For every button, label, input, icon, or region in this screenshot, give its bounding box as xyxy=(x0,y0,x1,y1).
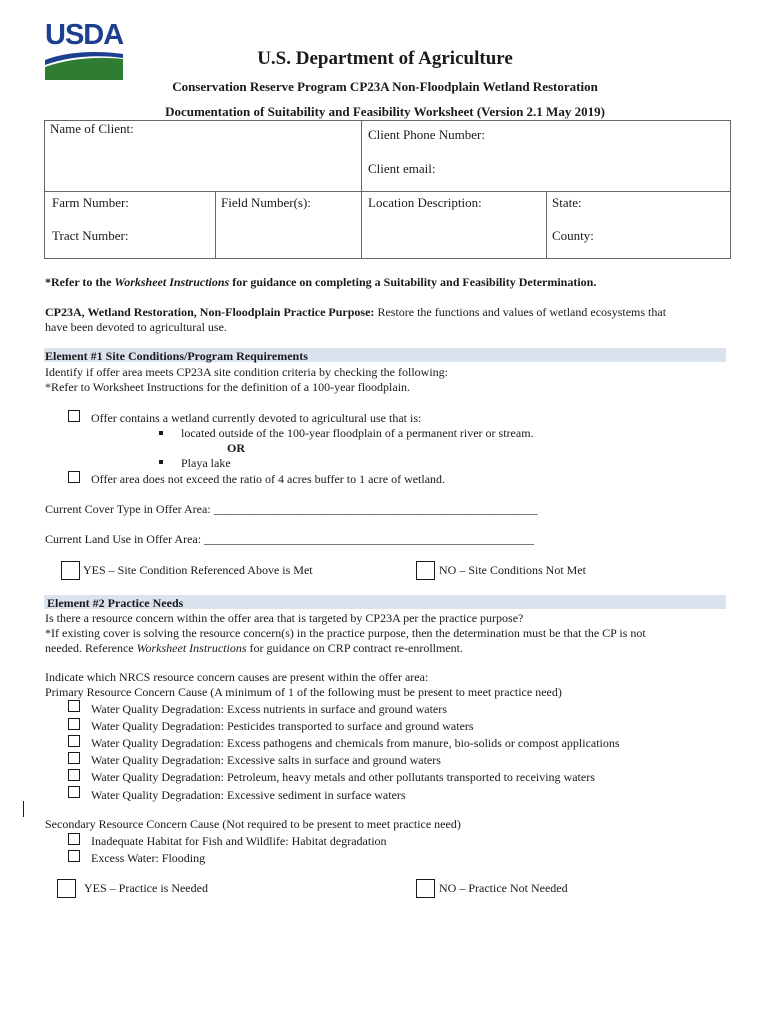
element2-heading: Element #2 Practice Needs xyxy=(47,596,184,610)
secondary-concern-item: Inadequate Habitat for Fish and Wildlife: Habitat degradation xyxy=(91,834,387,848)
element1-instructions: Identify if offer area meets CP23A site condition criteria by checking the following: xyxy=(45,365,448,379)
habitat-degradation-checkbox[interactable] xyxy=(68,833,80,845)
refer-note: *Refer to the Worksheet Instructions for guidance on completing a Suitability and Feasibility Determination. xyxy=(45,275,597,289)
excess-nutrients-checkbox[interactable] xyxy=(68,700,80,712)
bullet-icon xyxy=(159,460,163,464)
excessive-sediment-checkbox[interactable] xyxy=(68,786,80,798)
county-field[interactable]: County: xyxy=(552,228,594,243)
pesticides-checkbox[interactable] xyxy=(68,718,80,730)
excessive-salts-checkbox[interactable] xyxy=(68,752,80,764)
wetland-agricultural-checkbox[interactable] xyxy=(68,410,80,422)
current-cover-type-field[interactable]: Current Cover Type in Offer Area: ______________________________________________________ xyxy=(45,502,538,516)
element2-question: Is there a resource concern within the offer area that is targeted by CP23A per the practice purpose? xyxy=(45,611,524,625)
tract-number-field[interactable]: Tract Number: xyxy=(52,228,129,243)
practice-purpose: CP23A, Wetland Restoration, Non-Floodplain Practice Purpose: Restore the functions and values of wetland ecosystems that xyxy=(45,305,667,319)
worksheet-subtitle: Documentation of Suitability and Feasibility Worksheet (Version 2.1 May 2019) xyxy=(165,104,605,119)
floodplain-bullet-text: located outside of the 100-year floodplain of a permanent river or stream. xyxy=(181,426,534,440)
resource-concern-instructions: Indicate which NRCS resource concern causes are present within the offer area: xyxy=(45,670,429,684)
name-of-client-field[interactable]: Name of Client: xyxy=(50,121,134,136)
program-subtitle: Conservation Reserve Program CP23A Non-Floodplain Wetland Restoration xyxy=(172,79,598,94)
secondary-concern-item: Excess Water: Flooding xyxy=(91,851,206,865)
primary-concern-item: Water Quality Degradation: Excessive salts in surface and ground waters xyxy=(91,753,441,767)
state-field[interactable]: State: xyxy=(552,195,582,210)
secondary-concern-heading: Secondary Resource Concern Cause (Not required to be present to meet practice need) xyxy=(45,817,461,831)
element2-reference: needed. Reference Worksheet Instructions for guidance on CRP contract re-enrollment. xyxy=(45,641,463,655)
text-cursor xyxy=(23,801,24,817)
petroleum-heavy-metals-checkbox[interactable] xyxy=(68,769,80,781)
element1-floodplain-note: *Refer to Worksheet Instructions for the definition of a 100-year floodplain. xyxy=(45,380,411,394)
flooding-checkbox[interactable] xyxy=(68,850,80,862)
site-condition-no-label: NO – Site Conditions Not Met xyxy=(439,563,587,577)
wetland-agricultural-label: Offer contains a wetland currently devoted to agricultural use that is: xyxy=(91,411,422,425)
practice-needed-yes-label: YES – Practice is Needed xyxy=(84,881,208,895)
primary-concern-item: Water Quality Degradation: Excess nutrients in surface and ground waters xyxy=(91,702,447,716)
playa-lake-bullet-text: Playa lake xyxy=(181,456,231,470)
primary-concern-item: Water Quality Degradation: Petroleum, heavy metals and other pollutants transported to receiving waters xyxy=(91,770,595,784)
field-numbers-field[interactable]: Field Number(s): xyxy=(221,195,311,210)
element2-existing-cover-note: *If existing cover is solving the resource concern(s) in the practice purpose, then the determination must be that the CP is not xyxy=(45,626,646,640)
practice-needed-no-checkbox[interactable] xyxy=(416,879,435,898)
element1-heading: Element #1 Site Conditions/Program Requirements xyxy=(45,349,308,363)
client-email-field[interactable]: Client email: xyxy=(368,161,436,176)
practice-needed-no-label: NO – Practice Not Needed xyxy=(439,881,568,895)
site-condition-yes-label: YES – Site Condition Referenced Above is Met xyxy=(83,563,313,577)
page-title: U.S. Department of Agriculture xyxy=(257,48,513,69)
pathogens-checkbox[interactable] xyxy=(68,735,80,747)
location-description-field[interactable]: Location Description: xyxy=(368,195,482,210)
bullet-icon xyxy=(159,431,163,435)
primary-concern-item: Water Quality Degradation: Excess pathogens and chemicals from manure, bio-solids or compost applications xyxy=(91,736,620,750)
buffer-ratio-label: Offer area does not exceed the ratio of 4 acres buffer to 1 acre of wetland. xyxy=(91,472,446,486)
primary-concern-item: Water Quality Degradation: Excessive sediment in surface waters xyxy=(91,788,406,802)
current-land-use-field[interactable]: Current Land Use in Offer Area: _______________________________________________________ xyxy=(45,532,535,546)
practice-purpose-cont: have been devoted to agricultural use. xyxy=(45,320,227,334)
client-phone-field[interactable]: Client Phone Number: xyxy=(368,127,485,142)
primary-concern-heading: Primary Resource Concern Cause (A minimum of 1 of the following must be present to meet practice need) xyxy=(45,685,562,699)
farm-number-field[interactable]: Farm Number: xyxy=(52,195,129,210)
buffer-ratio-checkbox[interactable] xyxy=(68,471,80,483)
site-condition-no-checkbox[interactable] xyxy=(416,561,435,580)
site-condition-yes-checkbox[interactable] xyxy=(61,561,80,580)
usda-logo-text: USDA xyxy=(45,19,124,51)
practice-needed-yes-checkbox[interactable] xyxy=(57,879,76,898)
primary-concern-item: Water Quality Degradation: Pesticides transported to surface and ground waters xyxy=(91,719,474,733)
or-label: OR xyxy=(227,441,245,455)
